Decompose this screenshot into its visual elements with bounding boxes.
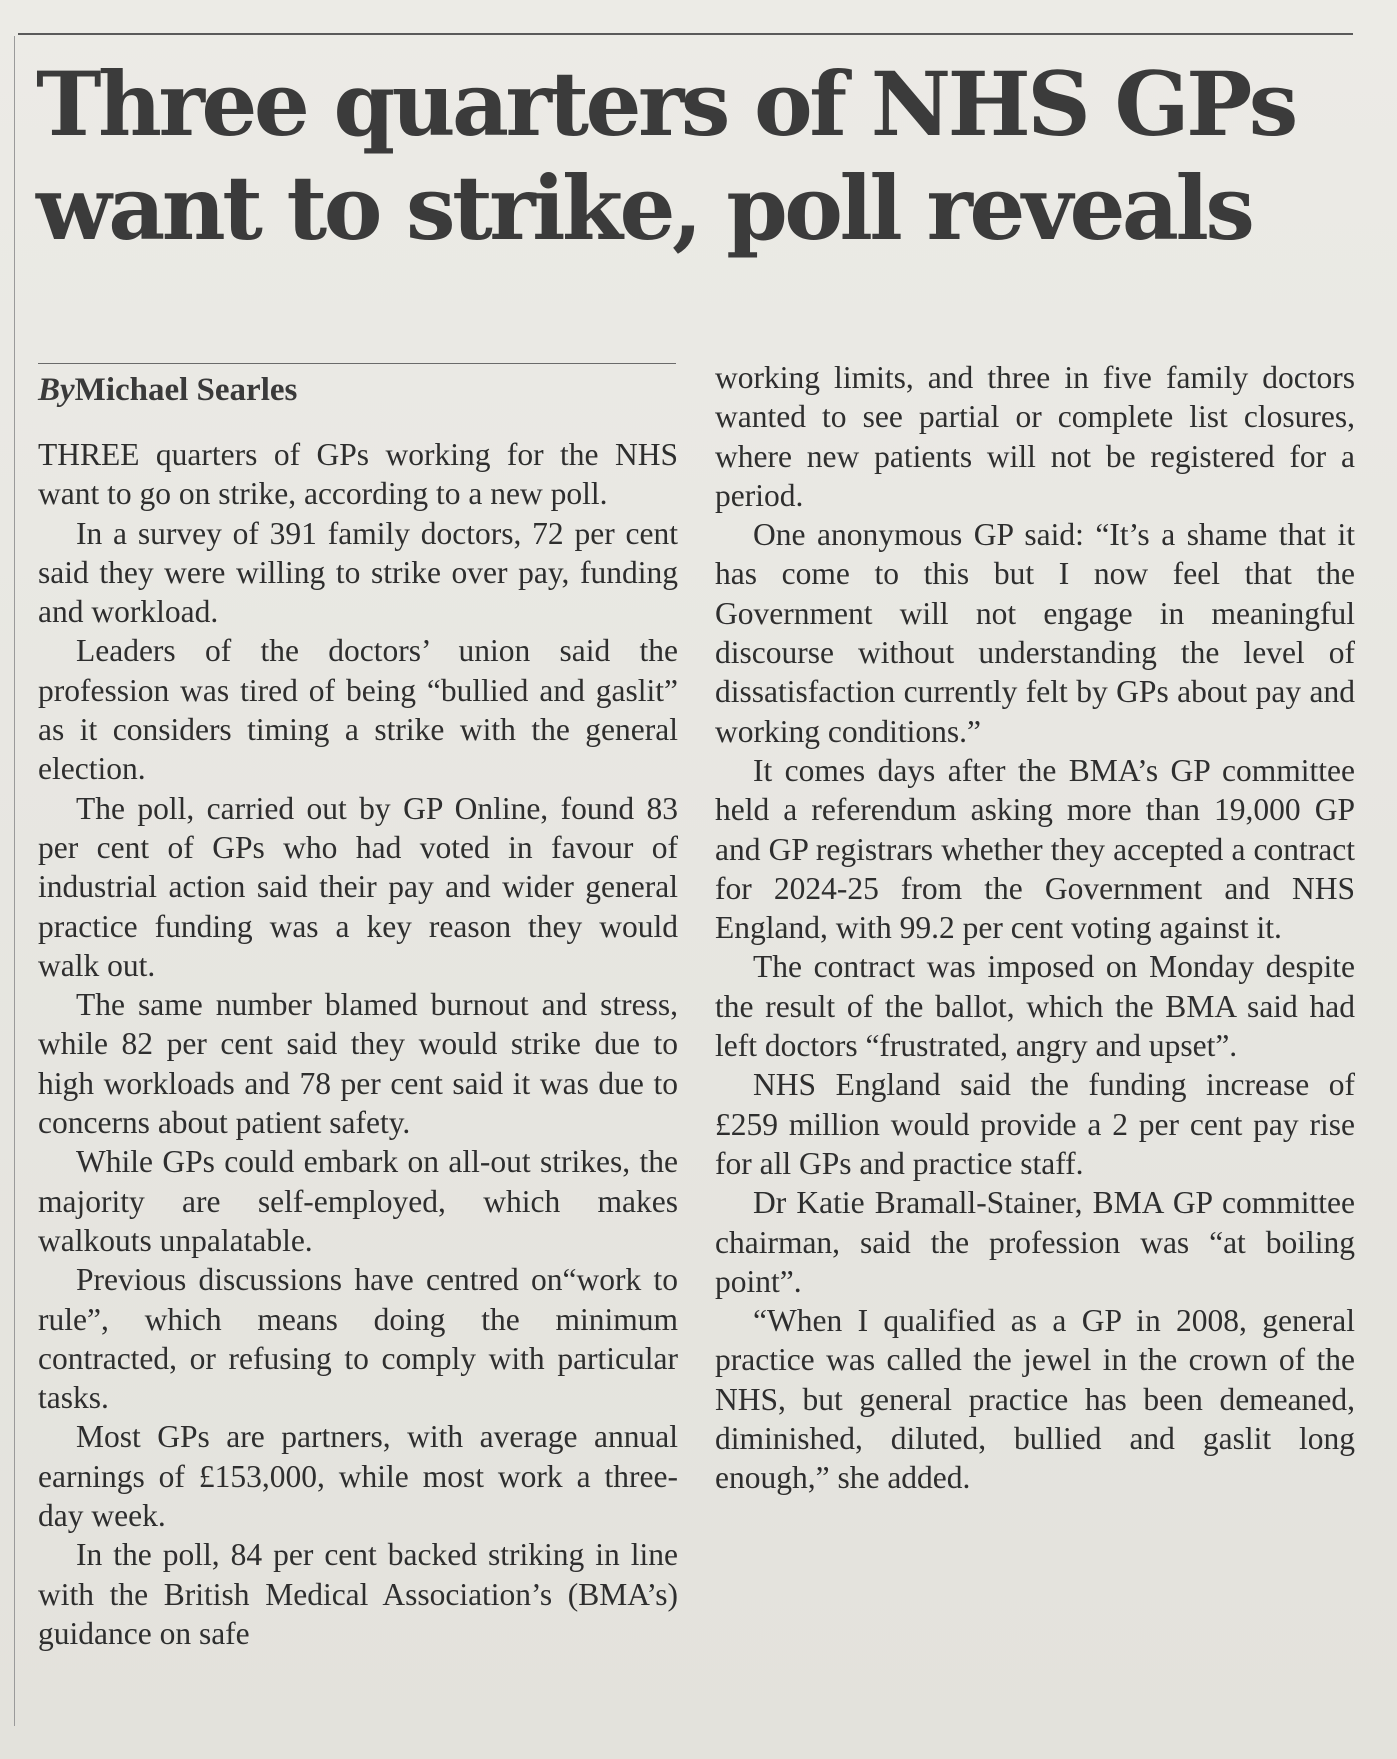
headline: Three quarters of NHS GPs want to strike, poll reveals	[36, 52, 1295, 260]
byline	[38, 370, 297, 410]
article-column-1	[38, 435, 678, 1653]
article-column-2	[715, 358, 1355, 1498]
paragraph: In a survey of 391 family doctors, 72 per cent said they were willing to strike over pay, funding and workload.	[38, 515, 678, 630]
paragraph: THREE quarters of GPs working for the NHS want to go on strike, according to a new poll.	[38, 437, 678, 512]
paragraph: One anonymous GP said: “It’s a shame that it has come to this but I now feel that the Government will not engage in meaningful discourse without understanding the level of dissatisfaction currently felt by GPs about pay and working conditions.”	[715, 517, 1355, 749]
left-column-rule	[14, 36, 15, 1726]
paragraph: It comes days after the BMA’s GP committee held a referendum asking more than 19,000 GP and GP registrars whether they accepted a contract for 2024-25 from the Government and NHS England, with 99.2 per cent voting against it.	[715, 752, 1355, 946]
paragraph: The poll, carried out by GP Online, found 83 per cent of GPs who had voted in favour of industrial action said their pay and wider general practice funding was a key reason they would walk out.	[38, 790, 678, 983]
paragraph: The same number blamed burnout and stress, while 82 per cent said they would strike due to high workloads and 78 per cent said it was due to concerns about patient safety.	[38, 987, 678, 1141]
paragraph: Leaders of the doctors’ union said the profession was tired of being “bullied and gaslit” as it considers timing a strike with the general election.	[38, 633, 678, 787]
byline-author: Michael Searles	[74, 372, 298, 408]
paragraph: The contract was imposed on Monday despite the result of the ballot, which the BMA said had left doctors “frustrated, angry and upset”.	[715, 949, 1355, 1064]
paragraph: In the poll, 84 per cent backed striking in line with the British Medical Association’s (BMA’s) guidance on safe	[38, 1537, 678, 1651]
paragraph: While GPs could embark on all-out strikes, the majority are self-employed, which makes walkouts unpalatable.	[38, 1144, 678, 1258]
top-divider	[18, 33, 1353, 35]
paragraph: Dr Katie Bramall-Stainer, BMA GP committee chairman, said the profession was “at boiling point”.	[715, 1185, 1355, 1299]
paragraph: Previous discussions have centred on“work to rule”, which means doing the minimum contracted, or refusing to comply with particular tasks.	[38, 1262, 678, 1416]
paragraph-continuation: working limits, and three in five family doctors wanted to see partial or complete list closures, where new patients will not be registered for a period.	[715, 360, 1355, 513]
byline-divider	[38, 363, 676, 364]
paragraph: “When I qualified as a GP in 2008, general practice was called the jewel in the crown of the NHS, but general practice has been demeaned, diminished, diluted, bullied and gaslit long enough,” she added.	[715, 1303, 1355, 1496]
paragraph: NHS England said the funding increase of £259 million would provide a 2 per cent pay rise for all GPs and practice staff.	[715, 1067, 1355, 1181]
byline-prefix: By	[38, 372, 75, 408]
paragraph: Most GPs are partners, with average annual earnings of £153,000, while most work a three-day week.	[38, 1419, 678, 1534]
